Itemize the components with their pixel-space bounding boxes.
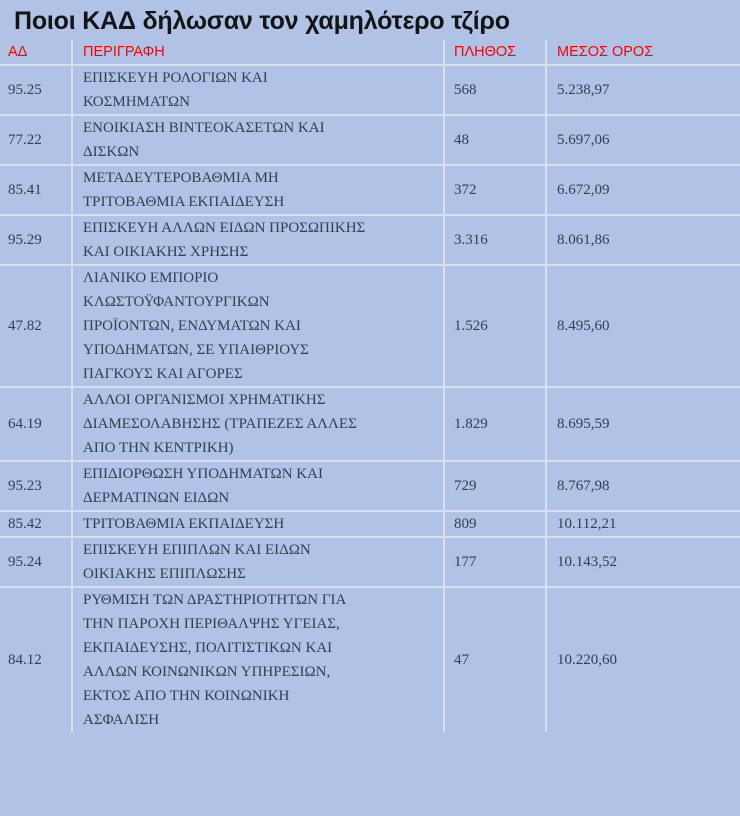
table-row [0, 265, 740, 387]
cell-description [72, 587, 444, 732]
cell-count: 3.316 [444, 215, 546, 265]
cell-ad: 95.24 [0, 537, 72, 587]
cell-count: 1.829 [444, 387, 546, 461]
table-row [0, 587, 740, 732]
table-row [0, 537, 740, 587]
description-line: ΚΑΙ ΟΙΚΙΑΚΗΣ ΧΡΗΣΗΣ [83, 244, 249, 260]
description-line: ΕΠΙΣΚΕΥΗ ΕΠΙΠΛΩΝ ΚΑΙ ΕΙΔΩΝ [83, 542, 311, 558]
cell-average: 5.238,97 [546, 65, 740, 115]
cell-ad: 95.29 [0, 215, 72, 265]
column-header-desc: ΠΕΡΙΓΡΑΦΗ [72, 40, 444, 65]
cell-description [72, 511, 444, 537]
description-line: ΜΕΤΑΔΕΥΤΕΡΟΒΑΘΜΙΑ ΜΗ [83, 170, 279, 186]
description-line: ΚΟΣΜΗΜΑΤΩΝ [83, 94, 190, 110]
cell-average: 8.767,98 [546, 461, 740, 511]
cell-count: 729 [444, 461, 546, 511]
description-line: ΑΠΟ ΤΗΝ ΚΕΝΤΡΙΚΗ) [83, 440, 234, 456]
cell-average: 8.495,60 [546, 265, 740, 387]
description-line: ΔΙΣΚΩΝ [83, 144, 140, 160]
cell-description [72, 65, 444, 115]
cell-average: 10.220,60 [546, 587, 740, 732]
cell-count: 177 [444, 537, 546, 587]
cell-count: 48 [444, 115, 546, 165]
cell-count: 1.526 [444, 265, 546, 387]
cell-ad: 84.12 [0, 587, 72, 732]
description-line: ΔΕΡΜΑΤΙΝΩΝ ΕΙΔΩΝ [83, 490, 230, 506]
table-row [0, 387, 740, 461]
cell-description [72, 461, 444, 511]
cell-ad: 77.22 [0, 115, 72, 165]
table-row [0, 215, 740, 265]
column-header-avg: ΜΕΣΟΣ ΟΡΟΣ [546, 40, 740, 65]
table-row [0, 461, 740, 511]
table-header [0, 40, 740, 65]
cell-ad: 85.42 [0, 511, 72, 537]
cell-average: 5.697,06 [546, 115, 740, 165]
description-line: ΥΠΟΔΗΜΑΤΩΝ, ΣΕ ΥΠΑΙΘΡΙΟΥΣ [83, 342, 309, 358]
description-line: ΚΛΩΣΤΟΫΦΑΝΤΟΥΡΓΙΚΩΝ [83, 294, 270, 310]
table-row [0, 511, 740, 537]
description-line: ΔΙΑΜΕΣΟΛΑΒΗΣΗΣ (ΤΡΑΠΕΖΕΣ ΑΛΛΕΣ [83, 416, 357, 432]
cell-ad: 95.23 [0, 461, 72, 511]
cell-ad: 85.41 [0, 165, 72, 215]
cell-average: 10.143,52 [546, 537, 740, 587]
description-line: ΠΡΟΪΟΝΤΩΝ, ΕΝΔΥΜΑΤΩΝ ΚΑΙ [83, 318, 301, 334]
description-line: ΕΠΙΣΚΕΥΗ ΑΛΛΩΝ ΕΙΔΩΝ ΠΡΟΣΩΠΙΚΗΣ [83, 220, 366, 236]
cell-description [72, 537, 444, 587]
page-title: Ποιοι ΚΑΔ δήλωσαν τον χαμηλότερο τζίρο [14, 7, 510, 35]
cell-ad: 47.82 [0, 265, 72, 387]
cell-average: 8.695,59 [546, 387, 740, 461]
table-row [0, 165, 740, 215]
description-line: ΑΛΛΩΝ ΚΟΙΝΩΝΙΚΩΝ ΥΠΗΡΕΣΙΩΝ, [83, 664, 331, 680]
cell-description [72, 265, 444, 387]
description-line: ΑΛΛΟΙ ΟΡΓΑΝΙΣΜΟΙ ΧΡΗΜΑΤΙΚΗΣ [83, 392, 326, 408]
cell-average: 8.061,86 [546, 215, 740, 265]
description-line: ΤΡΙΤΟΒΑΘΜΙΑ ΕΚΠΑΙΔΕΥΣΗ [83, 516, 285, 532]
cell-description [72, 165, 444, 215]
description-line: ΕΝΟΙΚΙΑΣΗ ΒΙΝΤΕΟΚΑΣΕΤΩΝ ΚΑΙ [83, 120, 325, 136]
description-line: ΤΡΙΤΟΒΑΘΜΙΑ ΕΚΠΑΙΔΕΥΣΗ [83, 194, 285, 210]
description-line: ΤΗΝ ΠΑΡΟΧΗ ΠΕΡΙΘΑΛΨΗΣ ΥΓΕΙΑΣ, [83, 616, 340, 632]
description-line: ΡΥΘΜΙΣΗ ΤΩΝ ΔΡΑΣΤΗΡΙΟΤΗΤΩΝ ΓΙΑ [83, 592, 347, 608]
cell-average: 6.672,09 [546, 165, 740, 215]
description-line: ΑΣΦΑΛΙΣΗ [83, 712, 160, 728]
description-line: ΕΚΠΑΙΔΕΥΣΗΣ, ΠΟΛΙΤΙΣΤΙΚΩΝ ΚΑΙ [83, 640, 333, 656]
column-header-count: ΠΛΗΘΟΣ [444, 40, 546, 65]
cell-count: 568 [444, 65, 546, 115]
cell-count: 809 [444, 511, 546, 537]
description-line: ΛΙΑΝΙΚΟ ΕΜΠΟΡΙΟ [83, 270, 219, 286]
cell-description [72, 387, 444, 461]
table-row [0, 65, 740, 115]
column-header-ad: ΑΔ [0, 40, 72, 65]
description-line: ΕΠΙΣΚΕΥΗ ΡΟΛΟΓΙΩΝ ΚΑΙ [83, 70, 268, 86]
table-row [0, 115, 740, 165]
description-line: ΠΑΓΚΟΥΣ ΚΑΙ ΑΓΟΡΕΣ [83, 366, 243, 382]
description-line: ΕΠΙΔΙΟΡΘΩΣΗ ΥΠΟΔΗΜΑΤΩΝ ΚΑΙ [83, 466, 323, 482]
cell-average: 10.112,21 [546, 511, 740, 537]
description-line: ΟΙΚΙΑΚΗΣ ΕΠΙΠΛΩΣΗΣ [83, 566, 246, 582]
cell-count: 47 [444, 587, 546, 732]
cell-count: 372 [444, 165, 546, 215]
header-row [0, 40, 740, 65]
cell-description [72, 215, 444, 265]
cell-ad: 64.19 [0, 387, 72, 461]
cell-description [72, 115, 444, 165]
kad-table [0, 40, 740, 732]
cell-ad: 95.25 [0, 65, 72, 115]
table-body [0, 65, 740, 732]
description-line: ΕΚΤΟΣ ΑΠΟ ΤΗΝ ΚΟΙΝΩΝΙΚΗ [83, 688, 290, 704]
